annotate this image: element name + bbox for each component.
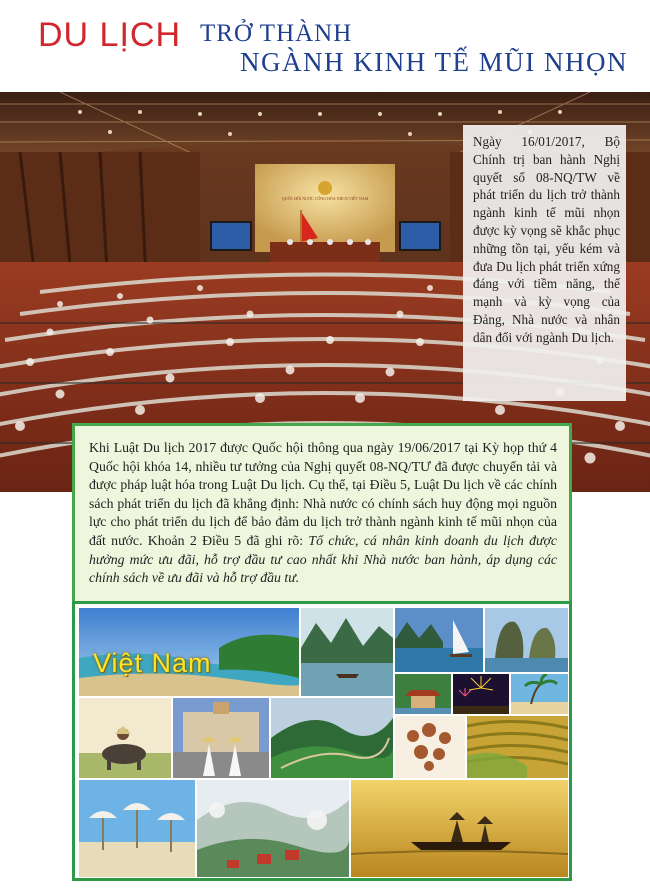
palm-beach-photo <box>511 674 568 714</box>
ao-dai-city-photo <box>173 698 269 778</box>
title-line-1: TRỞ THÀNH <box>200 20 353 47</box>
hall-screen-text: QUỐC HỘI NƯỚC CỘNG HÒA XHCN VIỆT NAM <box>281 196 369 201</box>
coral-photo <box>395 716 465 778</box>
vietnam-photo-collage <box>72 601 572 881</box>
title-du-lich: DU LỊCH <box>38 16 182 54</box>
mountain-village-photo <box>197 780 349 877</box>
buffalo-rider-photo <box>79 698 171 778</box>
vietnam-label: Việt Nam <box>93 648 212 678</box>
fishing-boat-photo <box>351 780 568 877</box>
sailboat-bay-photo <box>395 608 483 672</box>
title-line-2: NGÀNH KINH TẾ MŨI NHỌN <box>240 47 628 77</box>
pagoda-photo <box>395 674 451 714</box>
beach-umbrella-photo <box>79 780 195 877</box>
caption-text: Ngày 16/01/2017, Bộ Chính trị ban hành Nghị quyết số 08-NQ/TW về phát triển du lịch trở thành ngành kinh tế mũi nhọn được kỳ vọng sẽ khắc phục những tồn tại, yếu kém và đưa Du lịch phát triển xứng đáng với tiềm năng, thế mạnh và kỳ vọng của Đảng, Nhà nước và nhân dân đối với ngành Du lịch. <box>473 134 620 345</box>
lake-boat-photo <box>301 608 393 696</box>
mountain-pass-photo <box>271 698 393 778</box>
vietnam-coast-photo <box>79 608 299 696</box>
article-body-box <box>72 423 572 601</box>
halong-rock-photo <box>485 608 568 672</box>
fireworks-photo <box>453 674 509 714</box>
caption-box <box>463 125 626 401</box>
article-body-italic: Tổ chức, cá nhân kinh doanh du lịch được hưởng mức ưu đãi, hỗ trợ đầu tư cao nhất khi Nhà nước ban hành, áp dụng các chính sách về ưu đãi và hỗ trợ đầu tư. <box>89 532 557 586</box>
article-body-text: Khi Luật Du lịch 2017 được Quốc hội thông qua ngày 19/06/2017 tại Kỳ họp thứ 4 Quốc hội khóa 14, nhiều tư tưởng của Nghị quyết 08-NQ/TƯ đã được chuyển tải và được pháp luật hóa trong Luật Du lịch. Cụ thể, tại Điều 5, Luật Du lịch về các chính sách phát triển du lịch đã khẳng định: Nhà nước có chính sách huy động mọi nguồn lực cho phát triển du lịch để bảo đảm du lịch trở thành ngành kinh tế mũi nhọn của đất nước. Khoản 2 Điều 5 đã ghi rõ: <box>89 440 557 548</box>
rice-terrace-photo <box>467 716 568 778</box>
page-header <box>0 0 650 92</box>
